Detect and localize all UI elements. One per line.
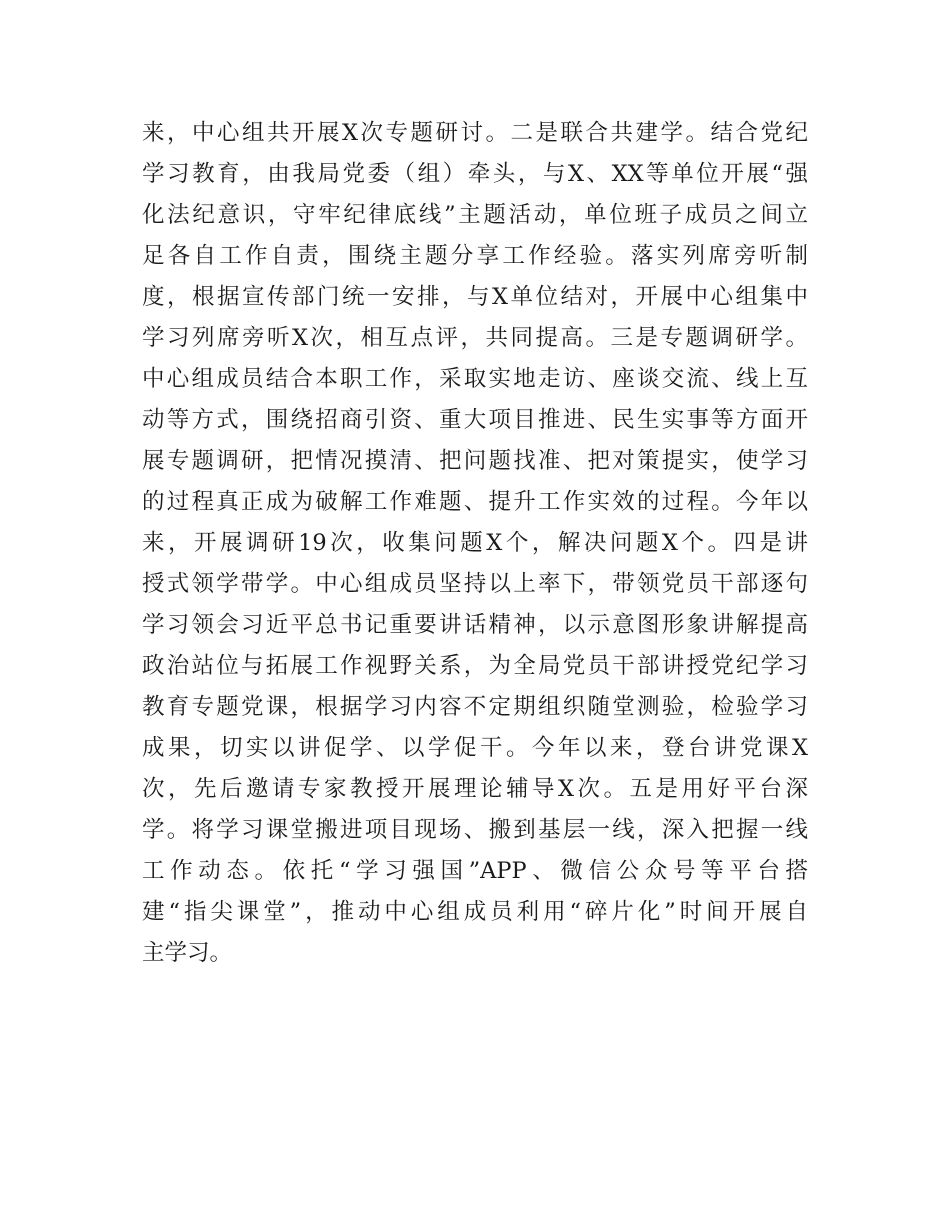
text-line: 教育专题党课，根据学习内容不定期组织随堂测验，检验学习 [142,694,808,720]
text-line: 授式领学带学。中心组成员坚持以上率下，带领党员干部逐句 [142,571,808,597]
text-line: 次，先后邀请专家教授开展理论辅导X次。五是用好平台深 [142,776,808,802]
text-line: 学习教育，由我局党委（组）牵头，与X、XX等单位开展“强 [142,161,808,187]
text-line: 学。将学习课堂搬进项目现场、搬到基层一线，深入把握一线 [142,817,808,843]
text-line: 来，开展调研19次，收集问题X个，解决问题X个。四是讲 [142,530,808,556]
text-line: 学习列席旁听X次，相互点评，共同提高。三是专题调研学。 [142,325,808,351]
text-line: 来，中心组共开展X次专题研讨。二是联合共建学。结合党纪 [142,120,808,146]
text-line: 化法纪意识，守牢纪律底线”主题活动，单位班子成员之间立 [142,202,808,228]
text-line: 工作动态。依托“学习强国”APP、微信公众号等平台搭 [142,858,808,884]
text-line: 中心组成员结合本职工作，采取实地走访、座谈交流、线上互 [142,366,808,392]
text-line: 的过程真正成为破解工作难题、提升工作实效的过程。今年以 [142,489,808,515]
text-line: 建“指尖课堂”，推动中心组成员利用“碎片化”时间开展自 [142,899,808,925]
text-line: 足各自工作自责，围绕主题分享工作经验。落实列席旁听制 [142,243,808,269]
text-line: 展专题调研，把情况摸清、把问题找准、把对策提实，使学习 [142,448,808,474]
text-line: 动等方式，围绕招商引资、重大项目推进、民生实事等方面开 [142,407,808,433]
text-line: 学习领会习近平总书记重要讲话精神，以示意图形象讲解提高 [142,612,808,638]
text-line: 度，根据宣传部门统一安排，与X单位结对，开展中心组集中 [142,284,808,310]
text-line: 政治站位与拓展工作视野关系，为全局党员干部讲授党纪学习 [142,653,808,679]
text-line: 主学习。 [142,940,233,966]
text-line: 成果，切实以讲促学、以学促干。今年以来，登台讲党课X [142,735,808,761]
